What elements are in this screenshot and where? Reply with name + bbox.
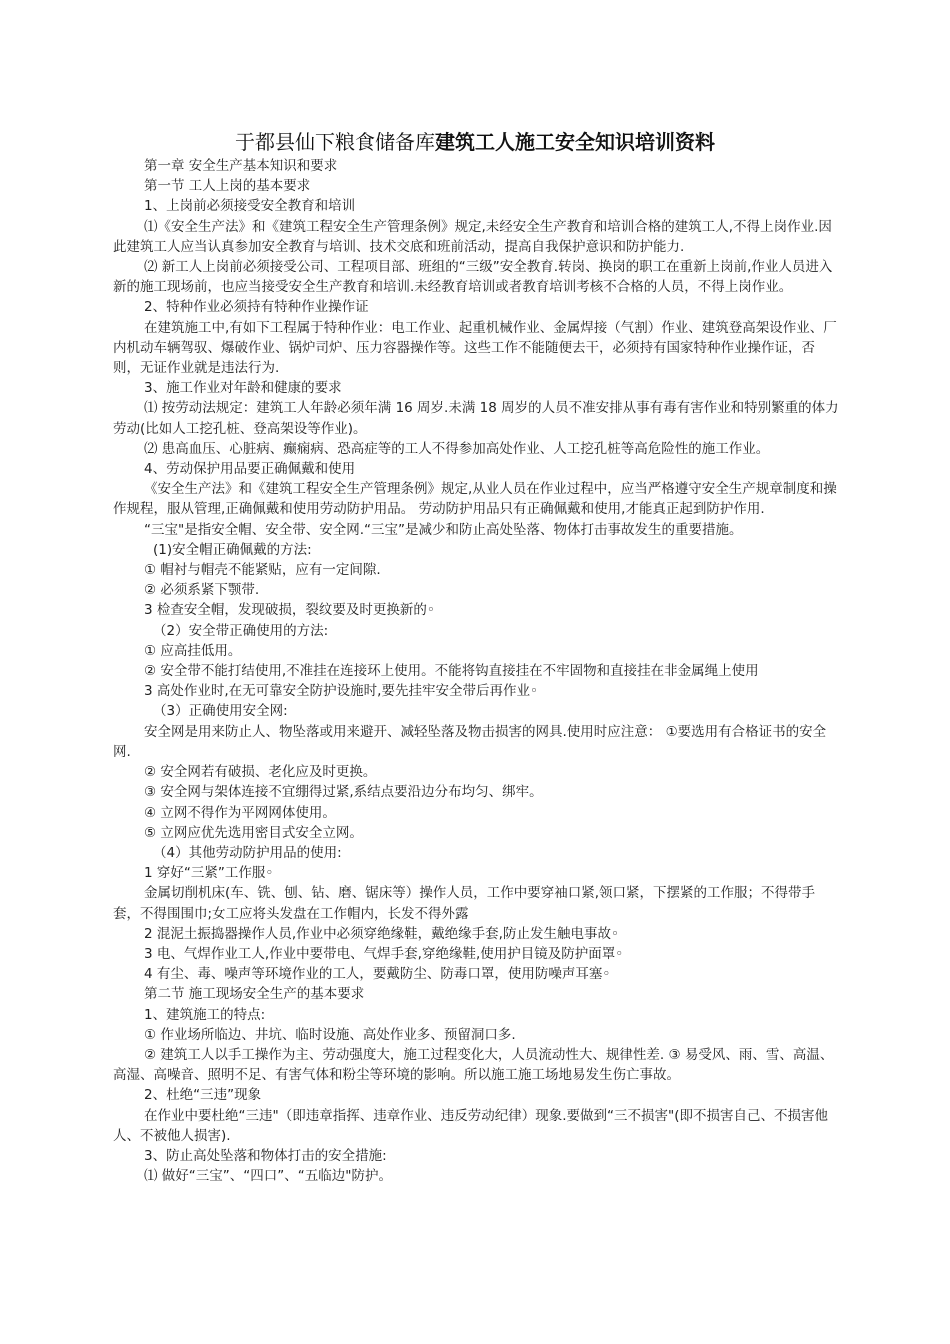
paragraph: （2）安全带正确使用的方法: [153, 622, 329, 639]
paragraph: 1 穿好“三紧”工作服◦ [144, 865, 274, 882]
paragraph: 3、防止高处坠落和物体打击的安全措施: [144, 1147, 387, 1164]
paragraph: ⑵ 新工人上岗前必须接受公司、工程项目部、班组的“三级”安全教育.转岗、换岗的职工在重新上岗前,作业人员进入新的施工现场前，也应当接受安全生产教育和培训.未经教育培训或者教育培训考核不合格的人员，不得上岗作业。 [113, 259, 833, 296]
paragraph: ② 安全带不能打结使用,不准挂在连接环上使用。不能将钩直接挂在不牢固物和直接挂在非金属绳上使用 [144, 663, 759, 680]
paragraph: 金属切削机床(车、铣、刨、钻、磨、锯床等）操作人员，工作中要穿袖口紧,领口紧，下摆紧的工作服；不得带手套，不得围围巾;女工应将头发盘在工作帽内，长发不得外露 [113, 885, 816, 922]
paragraph: 3、施工作业对年龄和健康的要求 [144, 380, 342, 397]
paragraph: ⑴《安全生产法》和《建筑工程安全生产管理条例》规定,未经安全生产教育和培训合格的建筑工人,不得上岗作业.因此建筑工人应当认真参加安全教育与培训、技术交底和班前活动，提高自我保护意识和防护能力. [113, 218, 832, 255]
paragraph: ② 建筑工人以手工操作为主、劳动强度大，施工过程变化大，人员流动性大、规律性差. ③ 易受风、雨、雪、高温、高湿、高噪音、照明不足、有害气体和粉尘等环境的影响。所以施工施工场地易发生伤亡事故。 [113, 1046, 834, 1084]
paragraph: （3）正确使用安全网: [153, 703, 288, 720]
paragraph: (1)安全帽正确佩戴的方法: [153, 541, 312, 558]
paragraph: 2、杜绝“三违”现象 [144, 1087, 262, 1104]
paragraph: “三宝"是指安全帽、安全带、安全网.“三宝”是减少和防止高处坠落、物体打击事故发生的重要措施。 [144, 521, 743, 538]
paragraph: 3 电、气焊作业工人,作业中要带电、气焊手套,穿绝缘鞋,使用护目镜及防护面罩◦ [144, 945, 624, 962]
paragraph: 第一节 工人上岗的基本要求 [144, 178, 311, 195]
paragraph: ⑤ 立网应优先选用密目式安全立网。 [144, 824, 363, 841]
paragraph: 3 高处作业时,在无可靠安全防护设施时,要先挂牢安全带后再作业◦ [144, 683, 538, 700]
paragraph: 第二节 施工现场安全生产的基本要求 [144, 986, 365, 1003]
paragraph: ⑵ 患高血压、心脏病、癫痫病、恐高症等的工人不得参加高处作业、人工挖孔桩等高危险性的施工作业。 [144, 440, 770, 457]
paragraph: 在建筑施工中,有如下工程属于特种作业：电工作业、起重机械作业、金属焊接（气割）作业、建筑登高架设作业、厂内机动车辆驾驭、爆破作业、锅炉司炉、压力容器操作等。这些工作不能随便去干，必须持有国家特种作业操作证，否则，无证作业就是违法行为. [113, 319, 837, 377]
title-prefix: 于都县仙下粮食储备库 [235, 130, 435, 154]
paragraph: 2、特种作业必须持有特种作业操作证 [144, 299, 369, 316]
paragraph: ② 必须系紧下颚带. [144, 582, 260, 599]
paragraph: 第一章 安全生产基本知识和要求 [144, 158, 338, 174]
paragraph: 4 有尘、毒、噪声等环境作业的工人，要戴防尘、防毒口罩，使用防噪声耳塞◦ [144, 966, 611, 983]
document-title [0, 128, 950, 156]
paragraph: ② 安全网若有破损、老化应及时更换。 [144, 764, 377, 781]
paragraph: 安全网是用来防止人、物坠落或用来避开、减轻坠落及物击损害的网具.使用时应注意： ①要选用有合格证书的安全网. [113, 723, 827, 760]
paragraph: ① 应高挂低用。 [144, 642, 242, 659]
paragraph: 4、劳动保护用品要正确佩戴和使用 [144, 461, 356, 478]
paragraph: 1、建筑施工的特点: [144, 1006, 266, 1023]
paragraph: ⑴ 做好“三宝”、“四口”、“五临边"防护。 [144, 1168, 392, 1185]
paragraph: ④ 立网不得作为平网网体使用。 [144, 804, 336, 821]
title-main: 建筑工人施工安全知识培训资料 [435, 130, 715, 154]
document-body [113, 156, 839, 1186]
paragraph: 3 检查安全帽，发现破损，裂纹要及时更换新的◦ [144, 602, 435, 619]
paragraph: 《安全生产法》和《建筑工程安全生产管理条例》规定,从业人员在作业过程中，应当严格遵守安全生产规章制度和操作规程，服从管理,正确佩戴和使用劳动防护用品。 劳动防护用品只有正确佩戴和使用,才能真正起到防护作用. [113, 481, 837, 518]
paragraph: ① 帽衬与帽壳不能紧贴，应有一定间隙. [144, 562, 381, 579]
paragraph: 1、上岗前必须接受安全教育和培训 [144, 198, 356, 215]
paragraph: ① 作业场所临边、井坑、临时设施、高处作业多、预留洞口多. [144, 1026, 516, 1043]
paragraph: ③ 安全网与架体连接不宜绷得过紧,系结点要沿边分布均匀、绑牢。 [144, 784, 543, 801]
paragraph: ⑴ 按劳动法规定：建筑工人年龄必须年满 16 周岁.未满 18 周岁的人员不准安排从事有毒有害作业和特别繁重的体力劳动(比如人工挖孔桩、登高架设等作业)。 [113, 400, 839, 437]
paragraph: 在作业中要杜绝“三违"（即违章指挥、违章作业、违反劳动纪律）现象.要做到“三不损害"(即不损害自己、不损害他人、不被他人损害). [113, 1107, 828, 1144]
paragraph: （4）其他劳动防护用品的使用: [153, 844, 342, 861]
paragraph: 2 混泥土振捣器操作人员,作业中必须穿绝缘鞋，戴绝缘手套,防止发生触电事故◦ [144, 925, 619, 942]
